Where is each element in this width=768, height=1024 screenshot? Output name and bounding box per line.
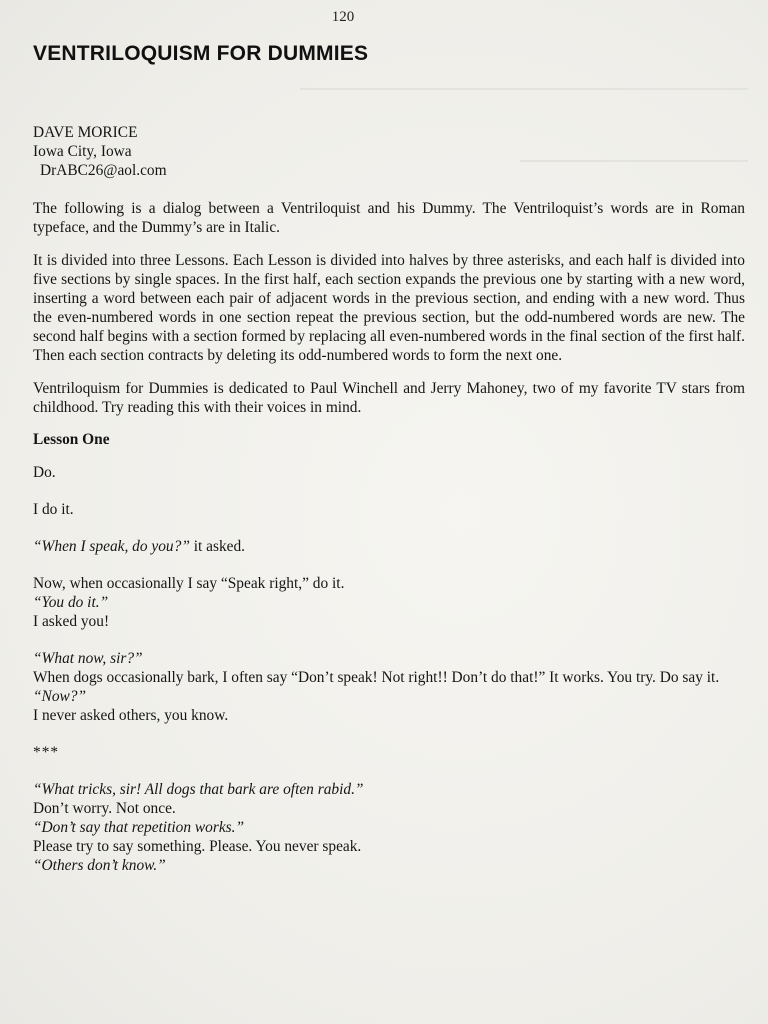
page-number: 120 bbox=[331, 9, 355, 25]
article-title: VENTRILOQUISM FOR DUMMIES bbox=[33, 42, 369, 65]
narration: it asked. bbox=[189, 538, 246, 555]
dummy-line: “You do it.” bbox=[33, 594, 109, 611]
author-location: Iowa City, Iowa bbox=[33, 143, 132, 160]
dialog-section bbox=[33, 780, 745, 875]
ventriloquist-line: Don’t worry. Not once. bbox=[33, 800, 176, 817]
ventriloquist-line: When dogs occasionally bark, I often say “Don’t speak! Not right!! Don’t do that!” It works. You try. Do say it. bbox=[33, 669, 720, 686]
dummy-line: “Others don’t know.” bbox=[33, 857, 166, 874]
article-body bbox=[33, 123, 745, 893]
author-email: DrABC26@aol.com bbox=[40, 162, 167, 179]
author-block bbox=[33, 123, 745, 180]
ventriloquist-line: Do. bbox=[33, 464, 56, 481]
ventriloquist-line: I do it. bbox=[33, 501, 74, 518]
dialog-section bbox=[33, 574, 745, 631]
ventriloquist-line: I asked you! bbox=[33, 613, 110, 630]
ventriloquist-line: I never asked others, you know. bbox=[33, 707, 229, 724]
dummy-line: “What tricks, sir! All dogs that bark are often rabid.” bbox=[33, 781, 364, 798]
mixed-line bbox=[33, 537, 745, 556]
ventriloquist-line: Please try to say something. Please. You never speak. bbox=[33, 838, 362, 855]
dummy-speech: “When I speak, do you?” bbox=[33, 538, 190, 555]
intro-paragraph: The following is a dialog between a Ventriloquist and his Dummy. The Ventriloquist’s words are in Roman typeface, and the Dummy’s are in Italic. bbox=[33, 200, 745, 236]
dialog-section bbox=[33, 649, 745, 725]
intro-paragraph: It is divided into three Lessons. Each Lesson is divided into halves by three asterisks, and each half is divided into five sections by single spaces. In the first half, each section expands the previous one by starting with a new word, inserting a word between each pair of adjacent words in the previous section, and ending with a new word. Thus the even-numbered words in one section repeat the previous section, but the odd-numbered words are new. The second half begins with a section formed by replacing all even-numbered words in the final section of the first half. Then each section contracts by deleting its odd-numbered words to form the next one. bbox=[33, 252, 745, 364]
dialog-section bbox=[33, 537, 745, 556]
dummy-line: “What now, sir?” bbox=[33, 650, 143, 667]
section-separator: *** bbox=[33, 744, 60, 761]
bleed-through-line bbox=[300, 88, 748, 90]
dialog-section bbox=[33, 463, 745, 482]
dialog-section bbox=[33, 500, 745, 519]
intro-paragraph: Ventriloquism for Dummies is dedicated to Paul Winchell and Jerry Mahoney, two of my favorite TV stars from childhood. Try reading this with their voices in mind. bbox=[33, 380, 745, 416]
dummy-line: “Now?” bbox=[33, 688, 87, 705]
dummy-line: “Don’t say that repetition works.” bbox=[33, 819, 245, 836]
author-name: DAVE MORICE bbox=[33, 124, 138, 141]
ventriloquist-line: Now, when occasionally I say “Speak right,” do it. bbox=[33, 575, 345, 592]
lesson-heading: Lesson One bbox=[33, 431, 110, 448]
